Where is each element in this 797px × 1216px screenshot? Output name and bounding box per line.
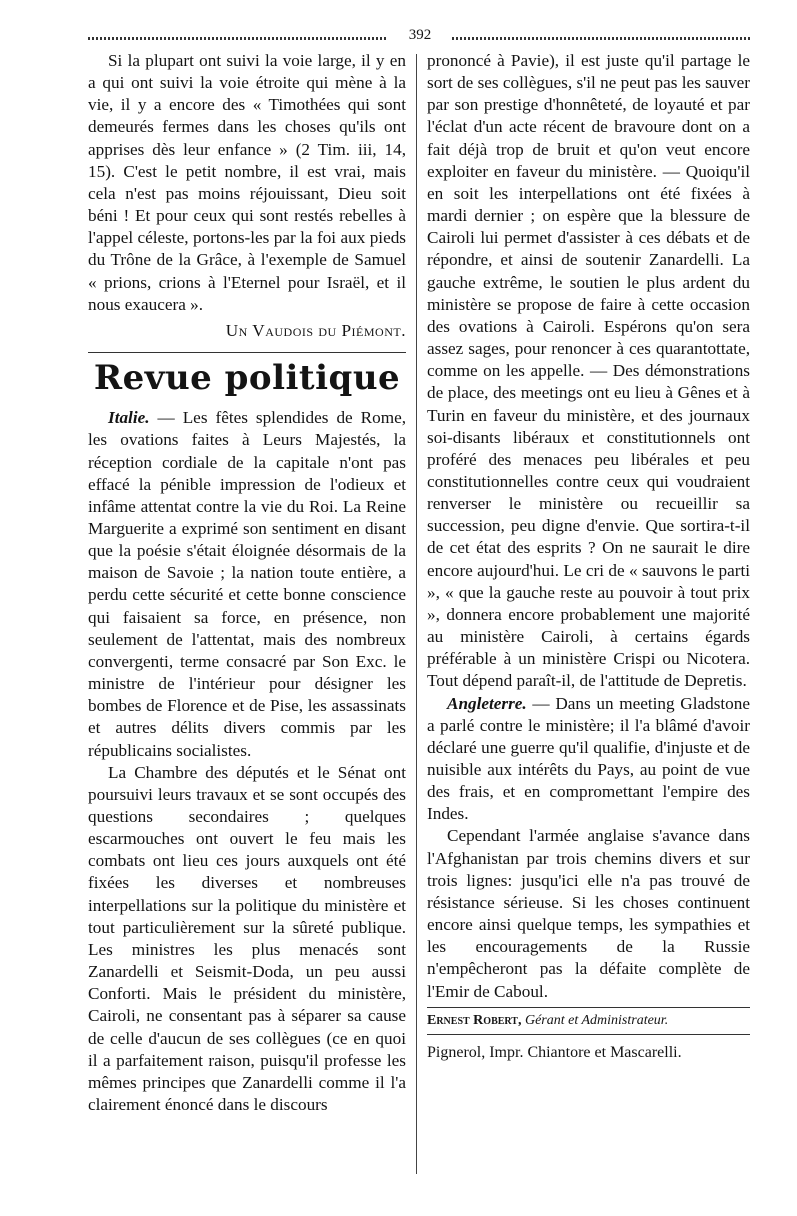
printer-line: Pignerol, Impr. Chiantore et Mascarelli. [427,1043,682,1061]
page-number: 392 [405,27,436,44]
credit-rule [427,1007,750,1008]
right-column [427,50,750,1063]
continuation-paragraph: prononcé à Pavie), il est juste qu'il partage le sort de ses collègues, s'il ne peut pas les sauver par son prestige d'honnêteté, de loyauté et par l'éclat d'un acte récent de bravoure dont on a fait déjà trop de bruit et qu'on veut encore exploiter en faveur du ministère. — Quoiqu'il en soit les interpellations ont été fixées à mardi dernier ; on espère que la blessure de Cairoli lui permet d'assister à ces débats et de répondre, et ainsi de soutenir Zanardelli. La gauche extrême, le soutien le plus ardent du ministère se propose de faire à cette occasion des ovations à Cairoli. Espérons qu'on sera assez sages, pour renoncer à ces quarantottate, comme on les appelle. — Des démonstrations de place, des meetings ont eu lieu à Gênes et à Turin en faveur du ministère, et des journaux soi-disants libéraux et constitutionnels ont proféré des menaces peu libérales et peu constitutionnelles contre ceux qui voudraient renverser le ministère ou recueillir sa succession, peu digne d'envie. Que sortira-t-il de cet état des esprits ? On ne saurait le dire encore aujourd'hui. Le cri de « sauvons le parti », « que la gauche reste au pouvoir à tout prix », donnera encore probablement une majorité au ministère Cairoli, à certains égards préférable à un ministère Crispi ou Nicotera. Tout dépend paraît-il, de l'attitude de Depretis. [427,51,750,691]
left-column [88,50,406,1116]
angleterre-text: — Dans un meeting Gladstone a parlé contre le ministère; il l'a blâmé d'avoir déclaré une guerre qu'il qualifie, d'injuste et de nuisible aux intérêts du Pays, au point de vue des frais, et en compromettant l'empire des Indes. [427,693,750,824]
header-rule-right [452,37,752,40]
section-title: Revue politique [93,358,401,399]
printer-rule [427,1034,750,1035]
section-separator [88,352,406,353]
credit-role: Gérant et Administrateur. [521,1012,669,1028]
header-rule-left [88,37,388,40]
angleterre-heading: Angleterre. [447,693,527,713]
column-divider [416,54,417,1174]
signature: Un Vaudois du Piémont. [225,320,406,340]
italie-heading: Italie. [108,408,150,428]
credit-name: Ernest Robert, [427,1012,522,1028]
italie-paragraph [88,407,406,762]
page-header [88,27,752,46]
angleterre-paragraph [427,693,750,826]
italie-text: — Les fêtes splendides de Rome, les ovations faites à Leurs Majestés, la réception cordiale de la capitale n'ont pas effacé la pénible impression de l'odieux et infâme attentat contre la vie du Roi. La Reine Marguerite a exprimé son sentiment en disant que la poésie s'était éloignée désormais de la maison de Savoie ; la nation toute entière, a perdu cette sécurité et cette bonne conscience qui faisaient sa force, en présence, non seulement de l'attentat, mais des nombreux convergenti, terme consacré par Son Exc. le ministre de l'intérieur pour désigner les bombes de Florence et de Pise, les assassinats et autres délits divers commis par les républicains socialistes. [88,408,406,760]
afghanistan-paragraph: Cependant l'armée anglaise s'avance dans l'Afghanistan par trois chemins divers et sur trois lignes: jusqu'ici elle n'a pas trouvé de résistance sérieuse. Si les choses continuent encore ainsi quelque temps, les sympathies et les encouragements de la Russie n'empêcheront pas la défaite complète de l'Emir de Caboul. [427,826,750,1001]
chambre-paragraph: La Chambre des députés et le Sénat ont poursuivi leurs travaux et se sont occupés des questions secondaires ; quelques escarmouches ont ouvert le feu mais les combats ont lieu ces jours auxquels ont été fixées les diverses et nombreuses interpellations sur la politique du ministère et tout particulièrement sur la sûreté publique. Les ministres les plus menacés sont Zanardelli et Seismit-Doda, un peu aussi Conforti. Mais le président du ministère, Cairoli, ne consentant pas à séparer sa cause de celle d'aucun de ses collègues (ce en quoi il a parfaitement raison, puisqu'il professe les mêmes principes que Zanardelli comme il l'a clairement énoncé dans le discours [88,762,406,1115]
intro-paragraph: Si la plupart ont suivi la voie large, il y en a qui ont suivi la voie étroite qui mène à la vie, il y a encore des « Timothées qui sont demeurés fermes dans les choses qu'ils ont apprises dès leur enfance » (2 Tim. iii, 14, 15). C'est le petit nombre, il est vrai, mais cela n'est pas moins réjouissant, Dieu soit béni ! Et pour ceux qui sont restés rebelles à l'appel céleste, portons-les par la foi aux pieds du Trône de la Grâce, à l'exemple de Samuel « prions, crions à l'Eternel pour Israël, et il nous exaucera ». [88,51,406,314]
credit-line [427,1012,750,1030]
